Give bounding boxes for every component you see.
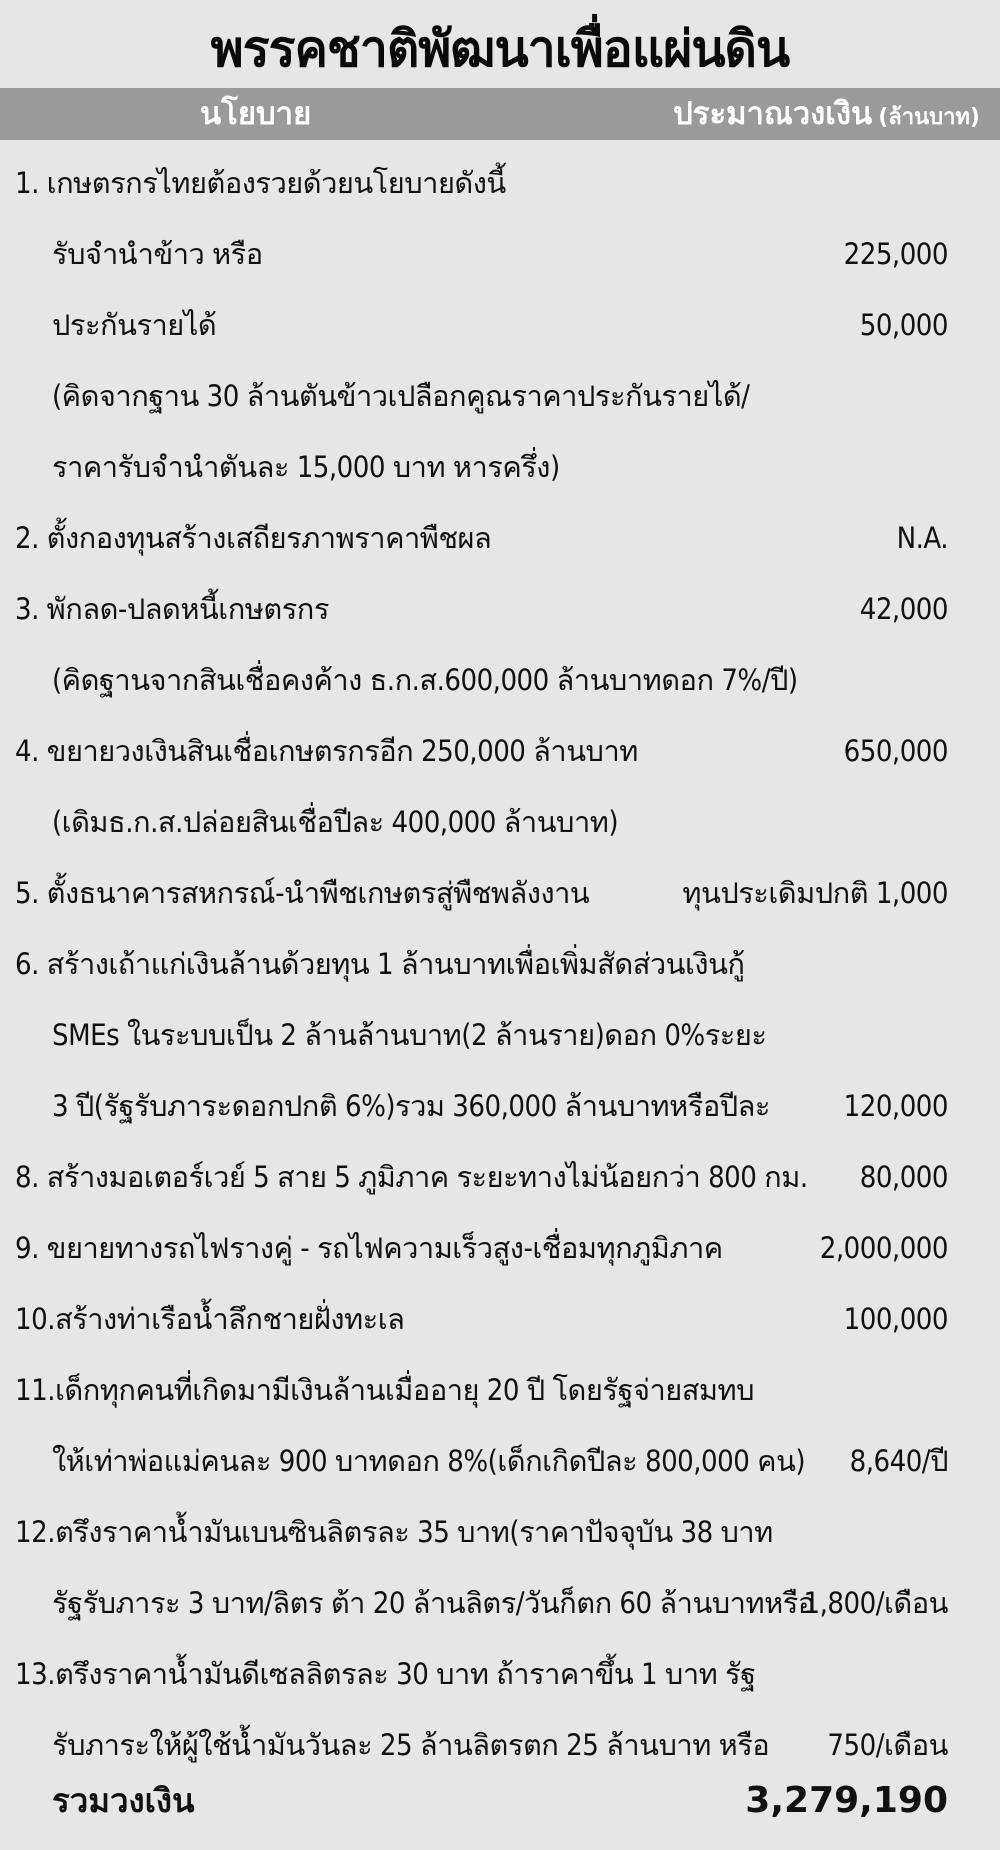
total-row <box>0 1766 1000 1836</box>
policy-text: 9. ขยายทางรถไฟรางคู่ - รถไฟความเร็วสูง-เชื่อมทุกภูมิภาค <box>15 1231 723 1265</box>
table-row <box>0 1426 1000 1497</box>
table-row <box>0 1284 1000 1355</box>
policy-amount: 42,000 <box>859 592 948 626</box>
policy-amount: 2,000,000 <box>819 1231 948 1265</box>
policy-text: ให้เท่าพ่อแม่คนละ 900 บาทดอก 8%(เด็กเกิดปีละ 800,000 คน) <box>52 1444 806 1478</box>
amount-column-header <box>673 88 980 144</box>
table-row <box>0 1213 1000 1284</box>
table-header <box>0 88 1000 140</box>
policy-amount: 750/เดือน <box>827 1728 948 1762</box>
policy-amount: 650,000 <box>843 734 948 768</box>
policy-text: (คิดจากฐาน 30 ล้านตันข้าวเปลือกคูณราคาประกันรายได้/ <box>52 379 750 413</box>
policy-text: รับภาระให้ผู้ใช้น้ำมันวันละ 25 ล้านลิตรตก 25 ล้านบาท หรือ <box>52 1728 770 1762</box>
page-title: พรรคชาติพัฒนาเพื่อแผ่นดิน <box>210 20 790 78</box>
table-row <box>0 361 1000 432</box>
policy-text: 1. เกษตรกรไทยต้องรวยด้วยนโยบายดังนี้ <box>15 166 506 200</box>
table-row <box>0 290 1000 361</box>
table-row <box>0 148 1000 219</box>
policy-text: (คิดฐานจากสินเชื่อคงค้าง ธ.ก.ส.600,000 ล้านบาทดอก 7%/ปี) <box>52 663 798 697</box>
policy-text: ราคารับจำนำตันละ 15,000 บาท หารครึ่ง) <box>52 450 560 484</box>
policy-text: 12.ตรึงราคาน้ำมันเบนซินลิตรละ 35 บาท(ราคาปัจจุบัน 38 บาท <box>15 1515 773 1549</box>
total-label: รวมวงเงิน <box>52 1781 195 1820</box>
amount-column-label: ประมาณวงเงิน <box>673 96 873 132</box>
policy-text: 4. ขยายวงเงินสินเชื่อเกษตรกรอีก 250,000 ล้านบาท <box>15 734 638 768</box>
policy-amount: 100,000 <box>843 1302 948 1336</box>
policy-text: 10.สร้างท่าเรือน้ำลึกชายฝั่งทะเล <box>15 1302 405 1336</box>
table-row <box>0 1142 1000 1213</box>
policy-text: รัฐรับภาระ 3 บาท/ลิตร ต้า 20 ล้านลิตร/วันก็ตก 60 ล้านบาทหรือ <box>52 1586 815 1620</box>
policy-amount: N.A. <box>896 521 948 555</box>
policy-text: 5. ตั้งธนาคารสหกรณ์-นำพืชเกษตรสู่พืชพลังงาน <box>15 876 590 910</box>
table-row <box>0 219 1000 290</box>
policy-amount: ทุนประเดิมปกติ 1,000 <box>682 876 948 910</box>
policy-text: 6. สร้างเถ้าแก่เงินล้านด้วยทุน 1 ล้านบาทเพื่อเพิ่มสัดส่วนเงินกู้ <box>15 947 745 981</box>
policy-text: 3. พักลด-ปลดหนี้เกษตรกร <box>15 592 329 626</box>
policy-text: รับจำนำข้าว หรือ <box>52 237 263 271</box>
policy-amount: 8,640/ปี <box>849 1444 948 1478</box>
table-row <box>0 1000 1000 1071</box>
table-row <box>0 503 1000 574</box>
policy-column-header: นโยบาย <box>200 96 312 132</box>
policy-table <box>0 148 1000 1781</box>
policy-amount: 225,000 <box>843 237 948 271</box>
policy-amount: 80,000 <box>859 1160 948 1194</box>
table-row <box>0 1071 1000 1142</box>
table-row <box>0 1568 1000 1639</box>
policy-text: (เดิมธ.ก.ส.ปล่อยสินเชื่อปีละ 400,000 ล้านบาท) <box>52 805 619 839</box>
table-row <box>0 787 1000 858</box>
amount-unit-label: (ล้านบาท) <box>878 105 980 130</box>
table-row <box>0 432 1000 503</box>
table-row <box>0 716 1000 787</box>
policy-text: ประกันรายได้ <box>52 308 217 342</box>
table-row <box>0 1355 1000 1426</box>
policy-amount: 50,000 <box>859 308 948 342</box>
table-row <box>0 1497 1000 1568</box>
policy-amount: 120,000 <box>843 1089 948 1123</box>
policy-text: 8. สร้างมอเตอร์เวย์ 5 สาย 5 ภูมิภาค ระยะทางไม่น้อยกว่า 800 กม. <box>15 1160 808 1194</box>
table-row <box>0 1639 1000 1710</box>
policy-text: 13.ตรึงราคาน้ำมันดีเซลลิตรละ 30 บาท ถ้าราคาขึ้น 1 บาท รัฐ <box>15 1657 756 1691</box>
policy-text: 3 ปี(รัฐรับภาระดอกปกติ 6%)รวม 360,000 ล้านบาทหรือปีละ <box>52 1089 771 1123</box>
table-row <box>0 929 1000 1000</box>
policy-text: 11.เด็กทุกคนที่เกิดมามีเงินล้านเมื่ออายุ 20 ปี โดยรัฐจ่ายสมทบ <box>15 1373 755 1407</box>
table-row <box>0 858 1000 929</box>
table-row <box>0 645 1000 716</box>
total-value: 3,279,190 <box>745 1780 948 1821</box>
policy-text: 2. ตั้งกองทุนสร้างเสถียรภาพราคาพืชผล <box>15 521 492 555</box>
table-row <box>0 574 1000 645</box>
policy-text: SMEs ในระบบเป็น 2 ล้านล้านบาท(2 ล้านราย)ดอก 0%ระยะ <box>52 1018 767 1052</box>
policy-amount: 1,800/เดือน <box>803 1586 948 1620</box>
